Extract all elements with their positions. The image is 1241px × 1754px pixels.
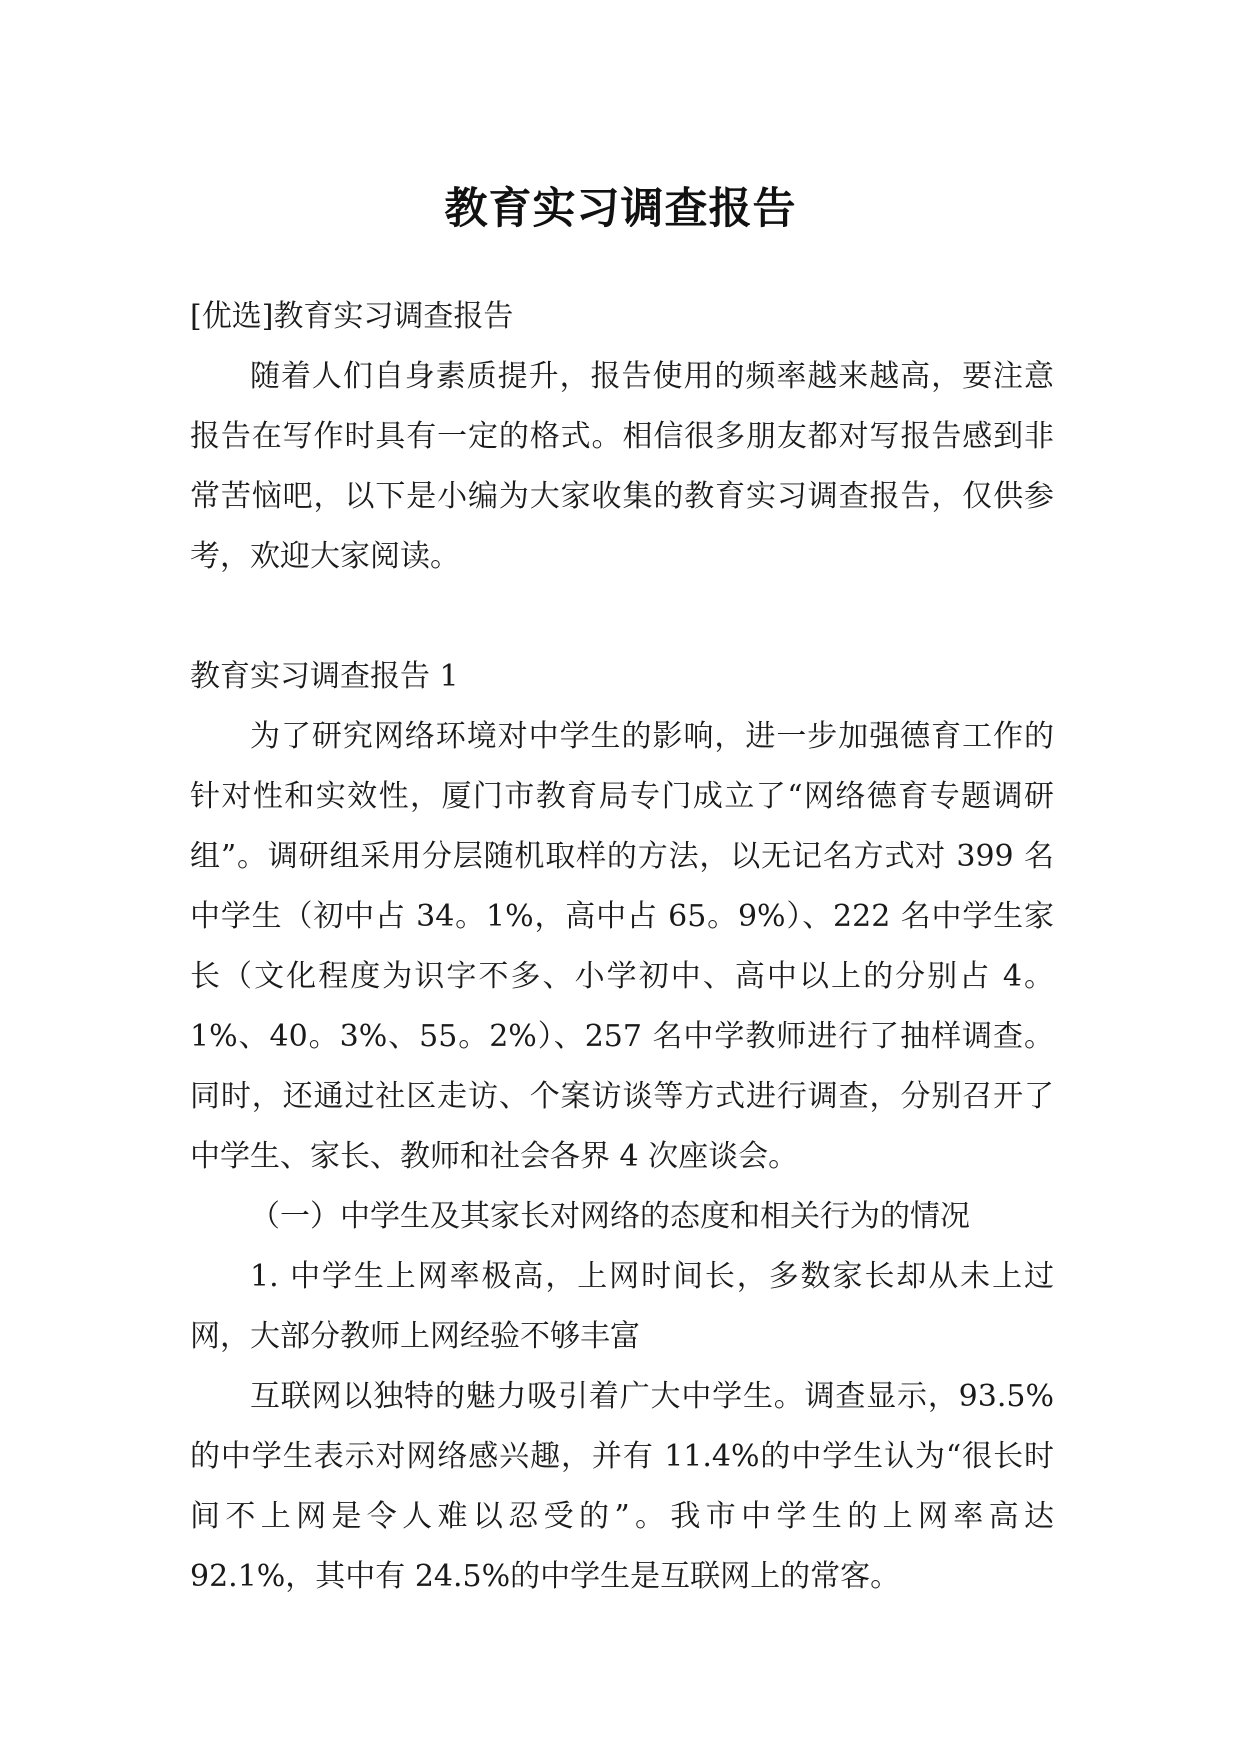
body-paragraph: 互联网以独特的魅力吸引着广大中学生。调查显示，93.5%的中学生表示对网络感兴趣，并有 11.4%的中学生认为“很长时间不上网是令人难以忍受的”。我市中学生的上网率高达 92.1%，其中有 24.5%的中学生是互联网上的常客。 [190,1379,1054,1594]
subsection-heading: （一）中学生及其家长对网络的态度和相关行为的情况 [250,1199,970,1234]
document-body [190,287,1054,1607]
section-heading: 教育实习调查报告 1 [190,659,459,694]
body-paragraph: 为了研究网络环境对中学生的影响，进一步加强德育工作的针对性和实效性，厦门市教育局专门成立了“网络德育专题调研组”。调研组采用分层随机取样的方法，以无记名方式对 399 名中学生（初中占 34。1%，高中占 65。9%）、222 名中学生家长（文化程度为识字不多、小学初中、高中以上的分别占 4。1%、40。3%、55。2%）、257 名中学教师进行了抽样调查。同时，还通过社区走访、个案访谈等方式进行调查，分别召开了中学生、家长、教师和社会各界 4 次座谈会。 [190,719,1054,1174]
document-subtitle: [优选]教育实习调查报告 [190,299,514,334]
document-title: 教育实习调查报告 [444,183,797,234]
intro-paragraph: 随着人们自身素质提升，报告使用的频率越来越高，要注意报告在写作时具有一定的格式。相信很多朋友都对写报告感到非常苦恼吧，以下是小编为大家收集的教育实习调查报告，仅供参考，欢迎大家阅读。 [190,359,1054,574]
numbered-heading: 1. 中学生上网率极高，上网时间长，多数家长却从未上过网，大部分教师上网经验不够丰富 [190,1259,1054,1354]
